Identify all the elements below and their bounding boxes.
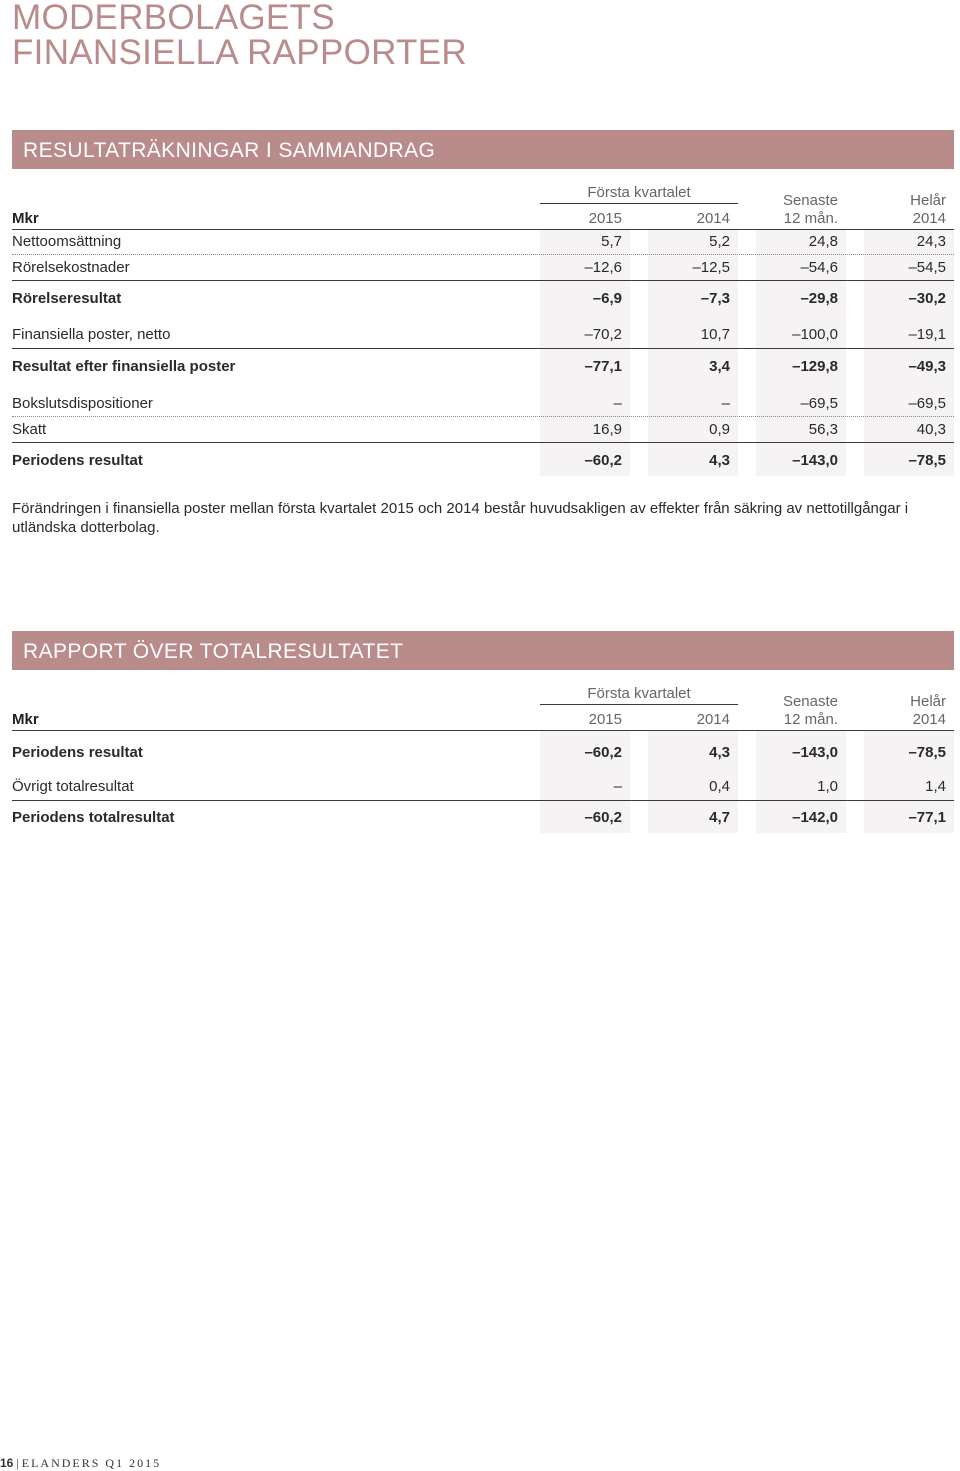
- cell-senaste: –143,0: [792, 744, 838, 761]
- cell-helar: 1,4: [925, 778, 946, 795]
- cell-helar: –77,1: [908, 809, 946, 826]
- income-section-header: RESULTATRÄKNINGAR I SAMMANDRAG: [12, 130, 954, 169]
- income-footnote: Förändringen i finansiella poster mellan första kvartalet 2015 och 2014 består huvudsakligen av effekter från säkring av nettotillgångar i utländska dotterbolag.: [12, 500, 909, 536]
- cell-helar: –30,2: [908, 290, 946, 307]
- cell-2015: –60,2: [584, 744, 622, 761]
- cell-helar: 24,3: [916, 233, 946, 250]
- cell-senaste: –100,0: [792, 326, 838, 343]
- cell-2015: 5,7: [601, 233, 622, 250]
- cell-senaste: –129,8: [792, 358, 838, 375]
- income-group-label: Första kvartalet: [587, 184, 691, 201]
- page-title-line-2: FINANSIELLA RAPPORTER: [12, 33, 467, 72]
- total-col-helar-line2: 2014: [912, 711, 946, 728]
- cell-senaste: –29,8: [800, 290, 838, 307]
- total-section-header: RAPPORT ÖVER TOTALRESULTATET: [12, 631, 954, 670]
- footer-text: ELANDERS Q1 2015: [21, 1456, 162, 1470]
- cell-2014: 3,4: [709, 358, 730, 375]
- page-title-line-1: MODERBOLAGETS: [12, 0, 335, 37]
- income-col-senaste-line1: Senaste: [782, 192, 838, 209]
- row-label: Periodens totalresultat: [12, 809, 175, 826]
- cell-2015: –12,6: [584, 259, 622, 276]
- cell-2014: 10,7: [700, 326, 730, 343]
- cell-helar: –78,5: [908, 744, 946, 761]
- cell-2014: 4,3: [709, 744, 730, 761]
- total-mkr-label: Mkr: [12, 711, 39, 728]
- row-label: Skatt: [12, 421, 47, 438]
- income-col-helar-line2: 2014: [912, 210, 946, 227]
- cell-2015: –70,2: [584, 326, 622, 343]
- cell-senaste: 24,8: [808, 233, 838, 250]
- row-label: Periodens resultat: [12, 452, 143, 469]
- row-label: Övrigt totalresultat: [12, 778, 134, 795]
- total-col-2014: 2014: [696, 711, 730, 728]
- cell-2015: –77,1: [584, 358, 622, 375]
- cell-senaste: –69,5: [800, 395, 838, 412]
- cell-senaste: –54,6: [800, 259, 838, 276]
- row-label: Rörelseresultat: [12, 290, 122, 307]
- cell-helar: –54,5: [908, 259, 946, 276]
- cell-2015: –: [613, 395, 622, 412]
- row-label: Nettoomsättning: [12, 233, 122, 250]
- cell-2014: –7,3: [700, 290, 730, 307]
- page-title: [12, 0, 467, 70]
- cell-helar: –69,5: [908, 395, 946, 412]
- cell-helar: 40,3: [916, 421, 946, 438]
- cell-2014: 4,3: [709, 452, 730, 469]
- cell-2014: 0,4: [709, 778, 730, 795]
- cell-senaste: –143,0: [792, 452, 838, 469]
- income-col-2015: 2015: [588, 210, 622, 227]
- row-label: Rörelsekostnader: [12, 259, 130, 276]
- cell-2014: 5,2: [709, 233, 730, 250]
- page-number: 16: [0, 1456, 14, 1470]
- cell-2015: –6,9: [592, 290, 622, 307]
- row-label: Resultat efter finansiella poster: [12, 358, 236, 375]
- row-label: Finansiella poster, netto: [12, 326, 171, 343]
- cell-2015: –60,2: [584, 809, 622, 826]
- total-col-2015: 2015: [588, 711, 622, 728]
- income-col-helar-line1: Helår: [910, 192, 946, 209]
- row-label: Periodens resultat: [12, 744, 143, 761]
- total-col-senaste-line1: Senaste: [782, 693, 838, 710]
- cell-helar: –49,3: [908, 358, 946, 375]
- cell-2014: –: [721, 395, 730, 412]
- cell-2015: –: [613, 778, 622, 795]
- total-table: [12, 683, 954, 833]
- income-col-2014: 2014: [696, 210, 730, 227]
- footer-separator: |: [16, 1456, 19, 1470]
- cell-2014: –12,5: [692, 259, 730, 276]
- row-label: Bokslutsdispositioner: [12, 395, 153, 412]
- page-footer: [0, 1456, 161, 1471]
- cell-2014: 4,7: [709, 809, 730, 826]
- income-mkr-label: Mkr: [12, 210, 39, 227]
- cell-senaste: 1,0: [817, 778, 838, 795]
- cell-helar: –19,1: [908, 326, 946, 343]
- total-group-label: Första kvartalet: [587, 685, 691, 702]
- total-col-senaste-line2: 12 mån.: [783, 711, 838, 728]
- total-col-helar-line1: Helår: [910, 693, 946, 710]
- cell-2014: 0,9: [709, 421, 730, 438]
- income-col-senaste-line2: 12 mån.: [783, 210, 838, 227]
- cell-2015: 16,9: [592, 421, 622, 438]
- cell-senaste: –142,0: [792, 809, 838, 826]
- cell-helar: –78,5: [908, 452, 946, 469]
- income-table: [12, 182, 954, 476]
- cell-senaste: 56,3: [808, 421, 838, 438]
- cell-2015: –60,2: [584, 452, 622, 469]
